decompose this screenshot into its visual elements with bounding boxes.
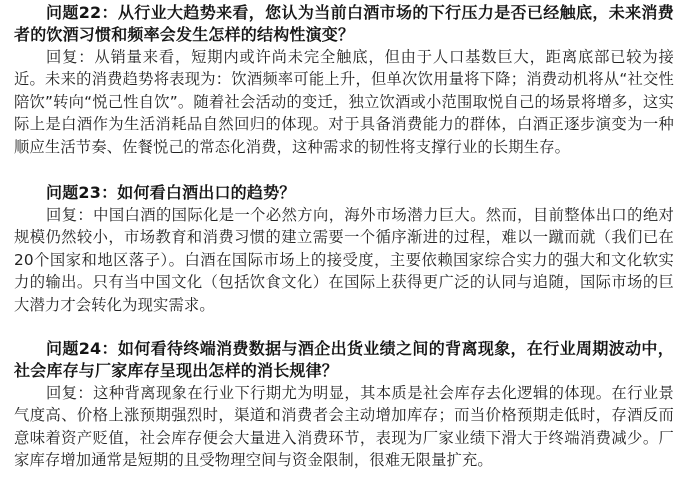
answer-22: 回复：从销量来看，短期内或许尚未完全触底，但由于人口基数巨大，距离底部已较为接近。未来的消费趋势将表现为：饮酒频率可能上升，但单次饮用量将下降；消费动机将从“社交性陪饮”转向“悦己性自饮”。随着社会活动的变迁，独立饮酒或小范围取悦自己的场景将增多，这实际上是白酒作为生活消耗品自然回归的体现。对于具备消费能力的群体，白酒正逐步演变为一种顺应生活节奏、佐餐悦己的常态化消费，这种需求的韧性将支撑行业的长期生存。 — [14, 48, 674, 156]
answer-23: 回复：中国白酒的国际化是一个必然方向，海外市场潜力巨大。然而，目前整体出口的绝对规模仍然较小，市场教育和消费习惯的建立需要一个循序渐进的过程，难以一蹴而就（我们已在20个国家和地区落子）。白酒在国际市场上的接受度，主要依赖国家综合实力的强大和文化软实力的输出。只有当中国文化（包括饮食文化）在国际上获得更广泛的认同与追随，国际市场的巨大潜力才会转化为现实需求。 — [14, 206, 674, 314]
question-22: 问题22：从行业大趋势来看，您认为当前白酒市场的下行压力是否已经触底，未来消费者的饮酒习惯和频率会发生怎样的结构性演变？ — [14, 3, 674, 44]
answer-24: 回复：这种背离现象在行业下行期尤为明显，其本质是社会库存去化逻辑的体现。在行业景气度高、价格上涨预期强烈时，渠道和消费者会主动增加库存；而当价格预期走低时，存酒反而意味着资产贬值，社会库存便会大量进入消费环节，表现为厂家业绩下滑大于终端消费减少。厂家库存增加通常是短期的且受物理空间与资金限制，很难无限量扩充。 — [14, 384, 674, 470]
qa-item-22 — [14, 0, 674, 158]
question-23: 问题23：如何看白酒出口的趋势？ — [46, 183, 296, 203]
qa-item-24 — [14, 338, 674, 472]
qa-item-23 — [14, 182, 674, 316]
question-24: 问题24：如何看待终端消费数据与酒企出货业绩之间的背离现象，在行业周期波动中，社会库存与厂家库存呈现出怎样的消长规律？ — [14, 339, 674, 381]
